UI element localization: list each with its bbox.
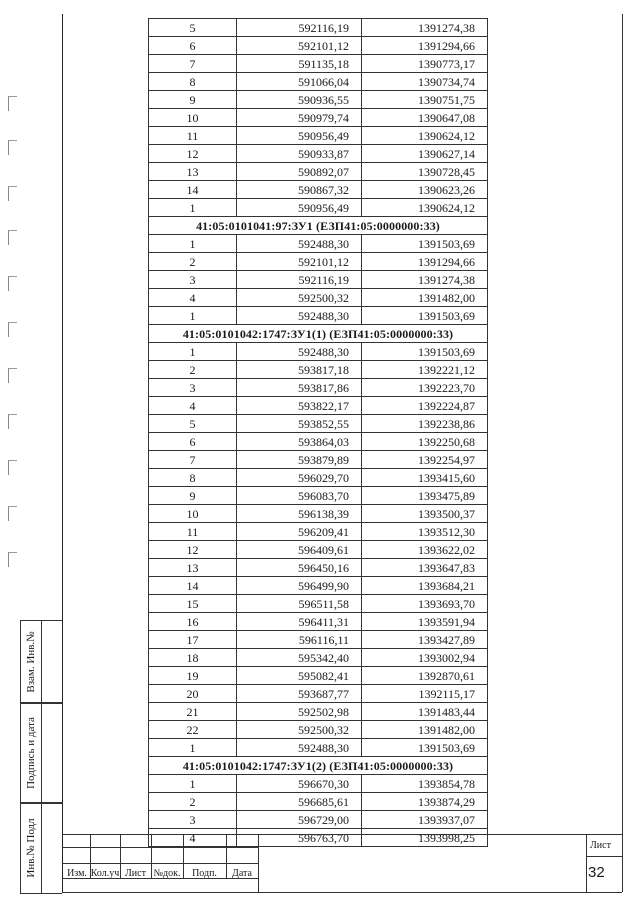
stamp-vzam-inv [20, 620, 62, 704]
point-number-cell: 11 [149, 127, 237, 145]
frame-left-border [62, 14, 63, 892]
x-coordinate-cell: 590867,32 [237, 181, 362, 199]
table-row [149, 361, 488, 379]
stamp-col-list: Лист [125, 868, 146, 879]
point-number-cell: 12 [149, 541, 237, 559]
y-coordinate-cell: 1390734,74 [362, 73, 488, 91]
point-number-cell: 10 [149, 109, 237, 127]
table-row [149, 91, 488, 109]
x-coordinate-cell: 596409,61 [237, 541, 362, 559]
point-number-cell: 9 [149, 487, 237, 505]
table-row [149, 235, 488, 253]
y-coordinate-cell: 1393415,60 [362, 469, 488, 487]
point-number-cell: 15 [149, 595, 237, 613]
point-number-cell: 12 [149, 145, 237, 163]
x-coordinate-cell: 592116,19 [237, 19, 362, 37]
point-number-cell: 8 [149, 469, 237, 487]
y-coordinate-cell: 1390728,45 [362, 163, 488, 181]
y-coordinate-cell: 1393684,21 [362, 577, 488, 595]
x-coordinate-cell: 596209,41 [237, 523, 362, 541]
table-row [149, 397, 488, 415]
y-coordinate-cell: 1393500,37 [362, 505, 488, 523]
y-coordinate-cell: 1390627,14 [362, 145, 488, 163]
point-number-cell: 1 [149, 775, 237, 793]
point-number-cell: 9 [149, 91, 237, 109]
x-coordinate-cell: 596511,58 [237, 595, 362, 613]
table-row [149, 343, 488, 361]
stamp-podpis-data [20, 702, 62, 804]
frame-right-border [622, 14, 623, 892]
x-coordinate-cell: 590956,49 [237, 127, 362, 145]
point-number-cell: 1 [149, 199, 237, 217]
table-row [149, 181, 488, 199]
point-number-cell: 3 [149, 379, 237, 397]
y-coordinate-cell: 1393874,29 [362, 793, 488, 811]
y-coordinate-cell: 1391274,38 [362, 19, 488, 37]
y-coordinate-cell: 1390751,75 [362, 91, 488, 109]
x-coordinate-cell: 592101,12 [237, 253, 362, 271]
point-number-cell: 11 [149, 523, 237, 541]
y-coordinate-cell: 1391483,44 [362, 703, 488, 721]
y-coordinate-cell: 1391503,69 [362, 307, 488, 325]
y-coordinate-cell: 1391294,66 [362, 37, 488, 55]
table-row [149, 703, 488, 721]
stamp-inv-podl [20, 802, 62, 894]
x-coordinate-cell: 595082,41 [237, 667, 362, 685]
stamp-vzam-inv-label: Взам. Инв.№ [25, 631, 37, 693]
y-coordinate-cell: 1390623,26 [362, 181, 488, 199]
y-coordinate-cell: 1392250,68 [362, 433, 488, 451]
table-row [149, 811, 488, 829]
x-coordinate-cell: 592101,12 [237, 37, 362, 55]
point-number-cell: 5 [149, 19, 237, 37]
y-coordinate-cell: 1393427,89 [362, 631, 488, 649]
y-coordinate-cell: 1392238,86 [362, 415, 488, 433]
x-coordinate-cell: 590956,49 [237, 199, 362, 217]
x-coordinate-cell: 592502,98 [237, 703, 362, 721]
y-coordinate-cell: 1390647,08 [362, 109, 488, 127]
section-header-text: 41:05:0101042:1747:ЗУ1(1) (ЕЗП41:05:0000000:33) [149, 325, 488, 343]
stamp-col-kol-uch: Кол.уч [90, 868, 120, 879]
point-number-cell: 19 [149, 667, 237, 685]
x-coordinate-cell: 596411,31 [237, 613, 362, 631]
table-row [149, 55, 488, 73]
sheet-number: 32 [588, 864, 605, 881]
point-number-cell: 3 [149, 271, 237, 289]
frame-bottom-border [62, 892, 622, 893]
table-row [149, 37, 488, 55]
point-number-cell: 20 [149, 685, 237, 703]
point-number-cell: 2 [149, 793, 237, 811]
y-coordinate-cell: 1392221,12 [362, 361, 488, 379]
x-coordinate-cell: 596685,61 [237, 793, 362, 811]
sheet-label: Лист [590, 840, 611, 851]
table-row [149, 649, 488, 667]
x-coordinate-cell: 593817,18 [237, 361, 362, 379]
point-number-cell: 7 [149, 451, 237, 469]
x-coordinate-cell: 596083,70 [237, 487, 362, 505]
x-coordinate-cell: 593822,17 [237, 397, 362, 415]
y-coordinate-cell: 1393854,78 [362, 775, 488, 793]
section-header-text: 41:05:0101041:97:ЗУ1 (ЕЗП41:05:0000000:33) [149, 217, 488, 235]
x-coordinate-cell: 591135,18 [237, 55, 362, 73]
point-number-cell: 4 [149, 289, 237, 307]
coordinates-table-body [149, 19, 488, 847]
x-coordinate-cell: 592500,32 [237, 289, 362, 307]
x-coordinate-cell: 596450,16 [237, 559, 362, 577]
point-number-cell: 1 [149, 739, 237, 757]
x-coordinate-cell: 593852,55 [237, 415, 362, 433]
point-number-cell: 1 [149, 307, 237, 325]
x-coordinate-cell: 593879,89 [237, 451, 362, 469]
point-number-cell: 2 [149, 253, 237, 271]
y-coordinate-cell: 1391503,69 [362, 343, 488, 361]
table-row [149, 19, 488, 37]
stamp-col-podp: Подп. [192, 868, 217, 879]
x-coordinate-cell: 592488,30 [237, 739, 362, 757]
y-coordinate-cell: 1390624,12 [362, 127, 488, 145]
table-row [149, 127, 488, 145]
coordinates-table [148, 18, 488, 847]
section-header-row [149, 217, 488, 235]
table-row [149, 523, 488, 541]
y-coordinate-cell: 1393512,30 [362, 523, 488, 541]
y-coordinate-cell: 1393937,07 [362, 811, 488, 829]
table-row [149, 613, 488, 631]
point-number-cell: 6 [149, 433, 237, 451]
stamp-col-izm: Изм. [67, 868, 87, 879]
table-row [149, 559, 488, 577]
x-coordinate-cell: 593687,77 [237, 685, 362, 703]
y-coordinate-cell: 1391503,69 [362, 739, 488, 757]
table-row [149, 307, 488, 325]
table-row [149, 289, 488, 307]
table-row [149, 451, 488, 469]
point-number-cell: 1 [149, 343, 237, 361]
section-header-row [149, 325, 488, 343]
table-row [149, 487, 488, 505]
point-number-cell: 7 [149, 55, 237, 73]
y-coordinate-cell: 1393998,25 [362, 829, 488, 847]
point-number-cell: 14 [149, 577, 237, 595]
table-row [149, 199, 488, 217]
stamp-inv-podl-label: Инв.№ Подл [25, 818, 37, 878]
y-coordinate-cell: 1393647,83 [362, 559, 488, 577]
y-coordinate-cell: 1392224,87 [362, 397, 488, 415]
x-coordinate-cell: 592488,30 [237, 235, 362, 253]
stamp-col-data: Дата [232, 868, 252, 879]
x-coordinate-cell: 593817,86 [237, 379, 362, 397]
y-coordinate-cell: 1391294,66 [362, 253, 488, 271]
x-coordinate-cell: 596763,70 [237, 829, 362, 847]
x-coordinate-cell: 595342,40 [237, 649, 362, 667]
point-number-cell: 1 [149, 235, 237, 253]
table-row [149, 721, 488, 739]
table-row [149, 739, 488, 757]
table-row [149, 433, 488, 451]
table-row [149, 775, 488, 793]
y-coordinate-cell: 1392115,17 [362, 685, 488, 703]
point-number-cell: 14 [149, 181, 237, 199]
table-row [149, 271, 488, 289]
table-row [149, 469, 488, 487]
point-number-cell: 4 [149, 829, 237, 847]
point-number-cell: 13 [149, 559, 237, 577]
table-row [149, 667, 488, 685]
table-row [149, 163, 488, 181]
y-coordinate-cell: 1392254,97 [362, 451, 488, 469]
table-row [149, 577, 488, 595]
x-coordinate-cell: 591066,04 [237, 73, 362, 91]
point-number-cell: 2 [149, 361, 237, 379]
point-number-cell: 10 [149, 505, 237, 523]
table-row [149, 145, 488, 163]
y-coordinate-cell: 1391274,38 [362, 271, 488, 289]
x-coordinate-cell: 592116,19 [237, 271, 362, 289]
y-coordinate-cell: 1391482,00 [362, 721, 488, 739]
y-coordinate-cell: 1390624,12 [362, 199, 488, 217]
x-coordinate-cell: 593864,03 [237, 433, 362, 451]
point-number-cell: 5 [149, 415, 237, 433]
y-coordinate-cell: 1391482,00 [362, 289, 488, 307]
y-coordinate-cell: 1390773,17 [362, 55, 488, 73]
point-number-cell: 3 [149, 811, 237, 829]
table-row [149, 685, 488, 703]
y-coordinate-cell: 1393693,70 [362, 595, 488, 613]
x-coordinate-cell: 590892,07 [237, 163, 362, 181]
x-coordinate-cell: 590933,87 [237, 145, 362, 163]
x-coordinate-cell: 596670,30 [237, 775, 362, 793]
point-number-cell: 18 [149, 649, 237, 667]
x-coordinate-cell: 592488,30 [237, 343, 362, 361]
y-coordinate-cell: 1392223,70 [362, 379, 488, 397]
point-number-cell: 8 [149, 73, 237, 91]
point-number-cell: 22 [149, 721, 237, 739]
section-header-row [149, 757, 488, 775]
table-row [149, 379, 488, 397]
point-number-cell: 4 [149, 397, 237, 415]
y-coordinate-cell: 1393475,89 [362, 487, 488, 505]
point-number-cell: 16 [149, 613, 237, 631]
x-coordinate-cell: 596729,00 [237, 811, 362, 829]
table-row [149, 415, 488, 433]
stamp-col-ndok: №док. [153, 868, 181, 879]
x-coordinate-cell: 592488,30 [237, 307, 362, 325]
x-coordinate-cell: 596138,39 [237, 505, 362, 523]
x-coordinate-cell: 590936,55 [237, 91, 362, 109]
x-coordinate-cell: 592500,32 [237, 721, 362, 739]
x-coordinate-cell: 590979,74 [237, 109, 362, 127]
x-coordinate-cell: 596029,70 [237, 469, 362, 487]
point-number-cell: 21 [149, 703, 237, 721]
table-row [149, 73, 488, 91]
y-coordinate-cell: 1393622,02 [362, 541, 488, 559]
table-row [149, 109, 488, 127]
y-coordinate-cell: 1392870,61 [362, 667, 488, 685]
x-coordinate-cell: 596499,90 [237, 577, 362, 595]
point-number-cell: 6 [149, 37, 237, 55]
table-row [149, 631, 488, 649]
y-coordinate-cell: 1393591,94 [362, 613, 488, 631]
table-row [149, 595, 488, 613]
section-header-text: 41:05:0101042:1747:ЗУ1(2) (ЕЗП41:05:0000000:33) [149, 757, 488, 775]
table-row [149, 793, 488, 811]
y-coordinate-cell: 1391503,69 [362, 235, 488, 253]
point-number-cell: 13 [149, 163, 237, 181]
y-coordinate-cell: 1393002,94 [362, 649, 488, 667]
table-row [149, 253, 488, 271]
table-row [149, 505, 488, 523]
point-number-cell: 17 [149, 631, 237, 649]
stamp-podpis-data-label: Подпись и дата [25, 717, 37, 789]
table-row [149, 541, 488, 559]
title-block-top-line [62, 834, 622, 835]
x-coordinate-cell: 596116,11 [237, 631, 362, 649]
